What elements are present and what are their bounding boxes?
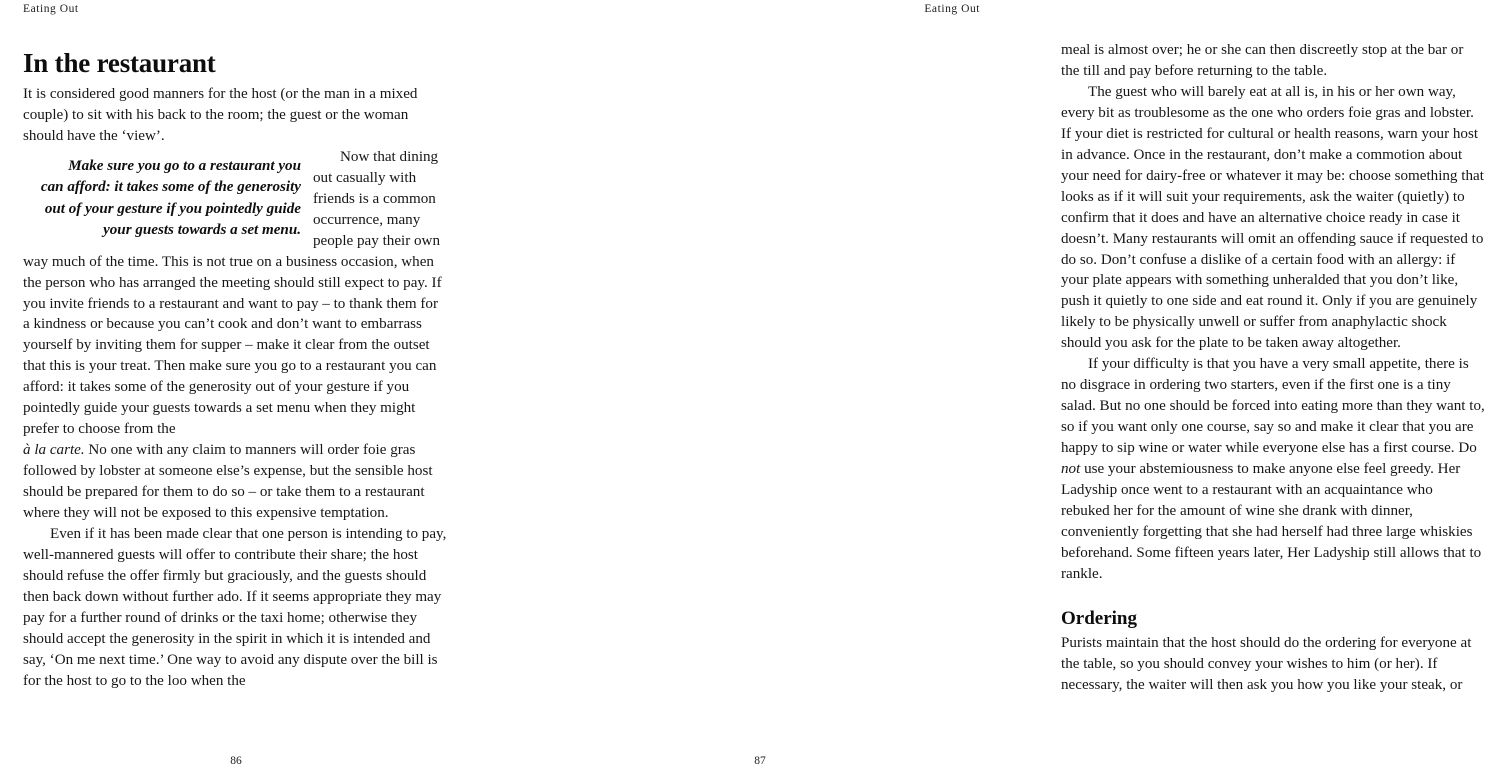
pullquote: Make sure you go to a restaurant you can afford: it takes some of the generosity out of your gesture if you pointedly guide your guests towards a set menu. [40, 157, 301, 239]
paragraph-paying-text: Now that dining out casually with friends is a common occurrence, many people pay their own way much of the time. This is not true on a business occasion, when the person who has arranged the meeting should still expect to pay. If you invite friends to a restaurant and want to pay – to thank them for a kindness or because you can’t cook and don’t want to embarrass yourself by inviting them for supper – make it clear from the outset that this is your treat. Then make sure you go to a restaurant you can afford: it takes some of the generosity out of your gesture if you pointedly guide your guests towards a set menu when they might prefer to choose from the [23, 148, 442, 438]
paragraph-ordering: Purists maintain that the host should do the ordering for everyone at the table, so you should convey your wishes to him (or her). If necessary, the waiter will then ask you how you like your steak, or [1061, 634, 1472, 693]
page-title: In the restaurant [23, 48, 216, 79]
page-right [500, 0, 1485, 780]
running-head-right: Eating Out [924, 3, 980, 15]
paragraph-small-appetite [1061, 354, 1485, 584]
folio-right: 87 [754, 755, 766, 767]
italic-not: not [1061, 461, 1081, 478]
paragraph-opening: It is considered good manners for the host (or the man in a mixed couple) to sit with his back to the room; the guest or the woman should have the ‘view’. [23, 86, 418, 144]
section-heading-ordering: Ordering [1061, 607, 1137, 629]
running-head-left: Eating Out [23, 3, 79, 15]
right-column-body [1061, 40, 1485, 696]
paragraph-a-la-carte-text: No one with any claim to manners will order foie gras followed by lobster at someone else’s expense, but the sensible host should be prepared for them to do so – or take them to a restaurant where they will not be exposed to this expensive temptation. [23, 442, 433, 522]
folio-left: 86 [230, 755, 242, 767]
left-column-body [23, 84, 447, 692]
paragraph-contributing: Even if it has been made clear that one person is intending to pay, well-mannered guests will offer to contribute their share; the host should refuse the offer firmly but graciously, and the guests should then back down without further ado. If it seems appropriate they may pay for a further round of drinks or the taxi home; otherwise they should accept the generosity in the spirit in which it is intended and say, ‘On me next time.’ One way to avoid any dispute over the bill is for the host to go to the loo when the [23, 526, 447, 689]
paragraph-small-appetite-part2: use your abstemiousness to make anyone else feel greedy. Her Ladyship once went to a restaurant with an acquaintance who rebuked her for the amount of wine she drank with dinner, conveniently forgetting that she had herself had three large whiskies beforehand. Some fifteen years later, Her Ladyship still allows that to rankle. [1061, 461, 1482, 582]
paragraph-paying [23, 147, 447, 440]
paragraph-fussy-guest: The guest who will barely eat at all is, in his or her own way, every bit as troublesome as the one who orders foie gras and lobster. If your diet is restricted for cultural or health reasons, warn your host in advance. Once in the restaurant, don’t make a commotion about your need for dairy-free or whatever it may be: choose something that looks as if it will suit your requirements, ask the waiter (quietly) to confirm that it does and have an alternative choice ready in case it doesn’t. Many restaurants will omit an offending sauce if requested to do so. Don’t confuse a dislike of a certain food with an allergy: if your plate appears with something unheralded that you don’t like, push it quietly to one side and eat round it. Only if you are genuinely likely to be physically unwell or suffer from anaphylactic shock should you ask for the plate to be taken away altogether. [1061, 83, 1484, 352]
paragraph-meal-continuation: meal is almost over; he or she can then discreetly stop at the bar or the till and pay before returning to the table. [1061, 42, 1464, 79]
page-left [0, 0, 500, 780]
paragraph-small-appetite-part1: If your difficulty is that you have a very small appetite, there is no disgrace in ordering two starters, even if the first one is a tiny salad. But no one should be forced into eating more than they want to, so if you want only one course, say so and make it clear that you are happy to sip wine or water while everyone else has a first course. Do [1061, 356, 1485, 457]
italic-a-la-carte: à la carte. [23, 442, 85, 459]
paragraph-a-la-carte [23, 440, 447, 524]
